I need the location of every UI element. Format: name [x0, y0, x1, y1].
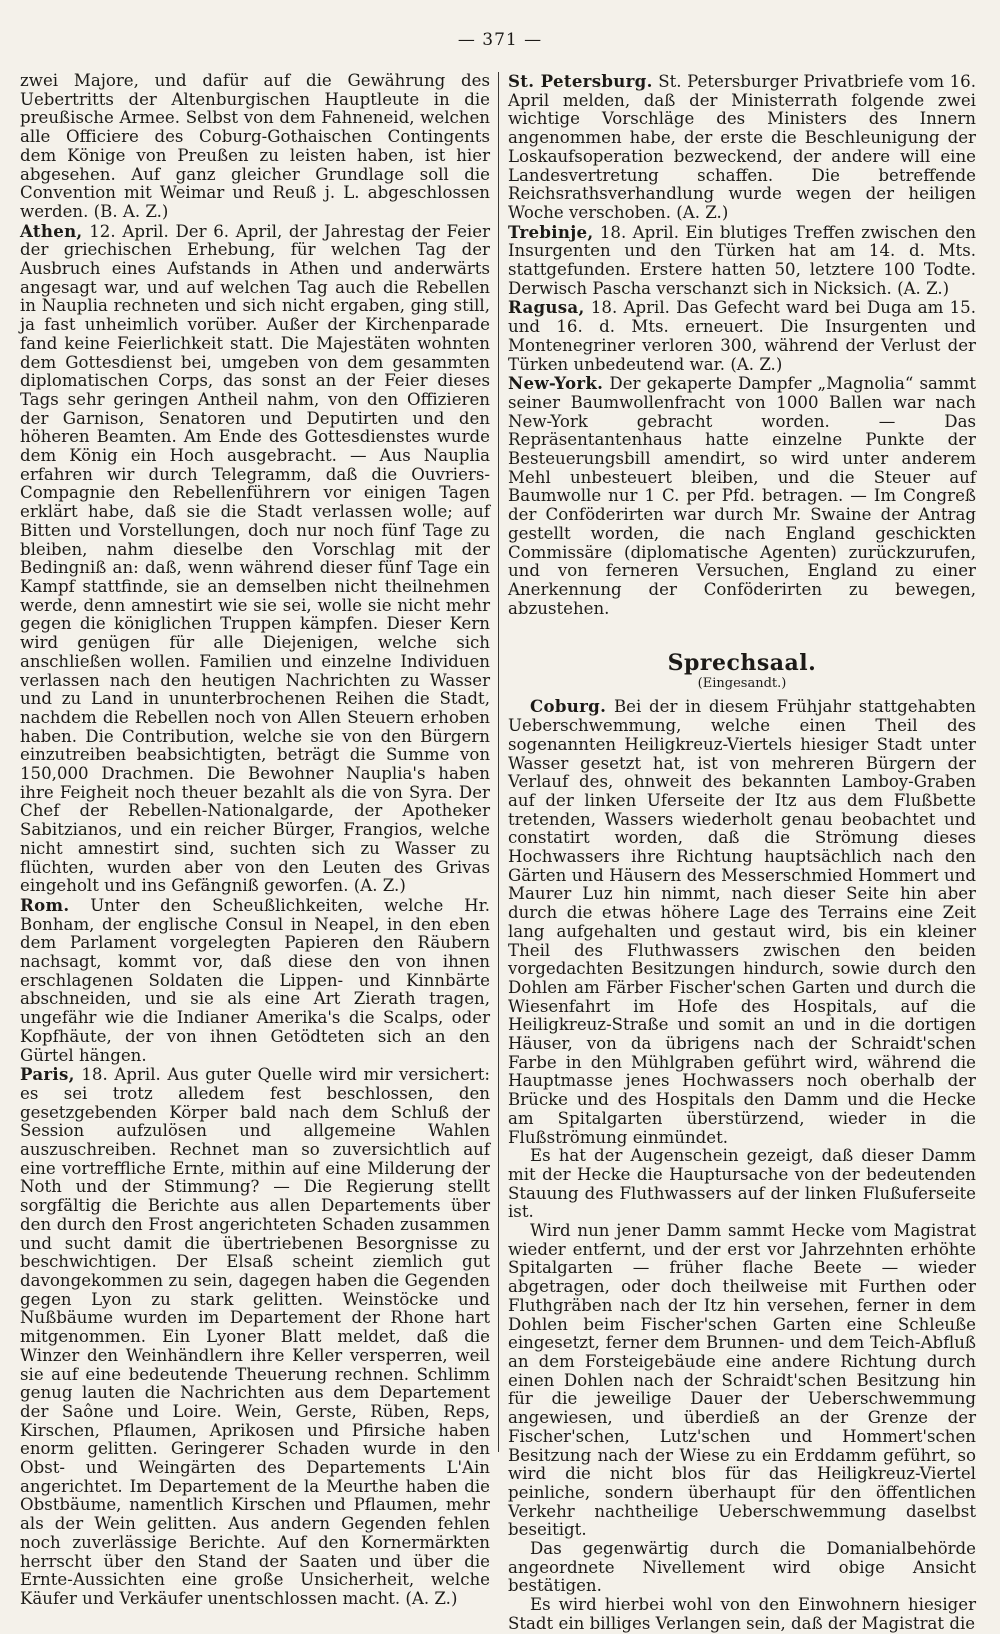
section-gap: [508, 618, 976, 644]
article-petersburg: [508, 72, 976, 223]
article-text: 18. April. Das Gefecht ward bei Duga am 15. und 16. d. Mts. erneuert. Die Insurgenten und Montenegriner verloren 300, während der Verlust der Türken unbedeutend war.: [508, 298, 976, 374]
sprechsaal-paragraph: Es wird hierbei wohl von den Einwohnern hiesiger Stadt ein billiges Verlangen sein, daß der Magistrat die: [508, 1595, 976, 1633]
article-place: Athen,: [20, 220, 83, 241]
article-athen: [20, 222, 490, 896]
article-place: Paris,: [20, 1064, 75, 1085]
article-new-york: [508, 374, 976, 618]
article-text: 18. April. Aus guter Quelle wird mir versichert: es sei trotz alledem fest beschlossen, den gesetzgebenden Körper bald nach dem Schluß der Session aufzulösen und allgemeine Wahlen auszuschreiben. Rechnet man so zuversichtlich auf eine vortreffliche Ernte, mithin auf eine Milderung der Noth und der Stimmung? — Die Regierung stellt sorgfältig die Berichte aus allen Departements über den durch den Frost angerichteten Schaden zusammen und sucht damit die übertriebenen Besorgnisse zu beschwichtigen. Der Elsaß scheint ziemlich gut davongekommen zu sein, dagegen haben die Gegenden gegen Lyon zu stark gelitten. Weinstöcke und Nußbäume wurden im Departement der Rhone hart mitgenommen. Ein Lyoner Blatt meldet, daß die Winzer den Weinhändlern ihre Keller versperren, weil sie auf eine bedeutende Theuerung rechnen. Schlimm genug lauten die Nachrichten aus dem Departement der Saône und Loire. Wein, Gerste, Rüben, Reps, Kirschen, Pflaumen, Aprikosen und Pfirsiche haben enorm gelitten. Geringerer Schaden wurde in den Obst- und Weingärten des Departements L'Ain angerichtet. Im Departement de la Meurthe haben die Obstbäume, namentlich Kirschen und Pflaumen, mehr als der Wein gelitten. Aus andern Gegenden fehlen noch zuverlässige Berichte. Auf den Kornermärkten herrscht über den Stand der Saaten und über die Ernte-Aussichten eine große Unsicherheit, welche Käufer und Verkäufer unentschlossen macht.: [20, 1065, 490, 1608]
article-place: Coburg.: [530, 696, 607, 717]
article-paris: [20, 1065, 490, 1608]
section-title: Sprechsaal.: [667, 650, 817, 677]
article-source: (A. Z.): [405, 1588, 458, 1608]
article-place: Rom.: [20, 894, 70, 915]
article-source: (A. Z.): [676, 202, 729, 222]
article-ragusa: [508, 298, 976, 374]
article-source: (B. A. Z.): [93, 201, 169, 221]
left-column: [20, 71, 490, 1608]
column-divider: [498, 72, 499, 1452]
article-text: zwei Majore, und dafür auf die Gewährung des Uebertritts der Altenburgischen Hauptleute in die preußische Armee. Selbst von dem Fahneneid, welchen alle Officiere des Coburg-Gothaischen Contingents dem Könige von Preußen zu leisten haben, ist hier abgesehen. Auf ganz gleicher Grundlage soll die Convention mit Weimar und Reuß j. L. abgeschlossen werden.: [20, 71, 490, 221]
sprechsaal-paragraph: Das gegenwärtig durch die Domanialbehörde angeordnete Nivellement wird obige Ansicht bestätigen.: [508, 1539, 976, 1596]
article-rom: [20, 896, 490, 1065]
article-text: Der gekaperte Dampfer „Magnolia“ sammt seiner Baumwollenfracht von 1000 Ballen war nach New-York gebracht worden. — Das Repräsentantenhaus hatte einzelne Punkte der Besteuerungsbill amendirt, so wird unter anderem Mehl unbesteuert bleiben, und die Steuer auf Baumwolle nur 1 C. per Pfd. betragen. — Im Congreß der Conföderirten war durch Mr. Swaine der Antrag gestellt worden, die nach England geschickten Commissäre (diplomatische Agenten) zurückzurufen, und von ferneren Versuchen, England zu einer Anerkennung der Conföderirten zu bewegen, abzustehen.: [508, 374, 976, 618]
sprechsaal-paragraph: Es hat der Augenschein gezeigt, daß dieser Damm mit der Hecke die Hauptursache von der bedeutenden Stauung des Fluthwassers auf der linken Flußuferseite ist.: [508, 1146, 976, 1222]
article-source: (A. Z.): [730, 354, 783, 374]
article-place: St. Petersburg.: [508, 71, 653, 91]
article-place: Ragusa,: [508, 297, 585, 318]
sprechsaal-paragraph: Wird nun jener Damm sammt Hecke vom Magistrat wieder entfernt, und der erst vor Jahrzehnten erhöhte Spitalgarten — früher flache Beete — wieder abgetragen, oder doch theilweise mit Furthen oder Fluthgräben nach der Itz hin versehen, ferner in dem Dohlen beim Fischer'schen Garten eine Schleuße eingesetzt, ferner dem Brunnen- und dem Teich-Abfluß an dem Forsteigebäude eine andere Richtung durch einen Dohlen nach der Schraidt'schen Besitzung hin für die jeweilige Dauer der Ueberschwemmung angewiesen, und überdieß an der Grenze der Fischer'schen, Lutz'schen und Hommert'schen Besitzung nach der Wiese zu ein Erddamm geführt, so wird die nicht blos für das Heiligkreuz-Viertel peinliche, sondern überhaupt für den öffentlichen Verkehr nachtheilige Ueberschwemmung daselbst beseitigt.: [508, 1221, 976, 1540]
article-text: 12. April. Der 6. April, der Jahrestag der Feier der griechischen Erhebung, für welchen Tag der Ausbruch eines Aufstands in Athen und anderwärts angesagt war, und auf welchen Tag auch die Rebellen in Nauplia rechneten und sich nicht ergaben, ging still, ja fast unheimlich vorüber. Außer der Kirchenparade fand keine Feierlichkeit statt. Die Majestäten wohnten dem Gottesdienst bei, umgeben von dem gesammten diplomatischen Corps, das sonst an der Feier dieses Tags sehr geringen Antheil nahm, von den Offizieren der Garnison, Senatoren und Deputirten und den höheren Beamten. Am Ende des Gottesdienstes wurde dem König ein Hoch ausgebracht. — Aus Nauplia erfahren wir durch Telegramm, daß die Ouvriers-Compagnie den Rebellenführern vor einigen Tagen erklärt habe, daß sie die Stadt verlassen wolle; auf Bitten und Vorstellungen, doch nur noch fünf Tage zu bleiben, nahm dieselbe den Vorschlag mit der Bedingniß an: daß, wenn während dieser fünf Tage ein Kampf stattfinde, sie an demselben nicht theilnehmen werde, denn amnestirt wie sie sei, wolle sie nicht mehr gegen die königlichen Truppen kämpfen. Dieser Kern wird genügen für alle Diejenigen, welche sich anschließen wollen. Familien und einzelne Individuen verlassen nach den heutigen Nachrichten zu Wasser und zu Land in ununterbrochenen Reihen die Stadt, nachdem die Rebellen noch von Allen Steuern erhoben haben. Die Contribution, welche sie von den Bürgern einzutreiben beabsichtigten, beträgt die Summe von 150,000 Drachmen. Die Bewohner Nauplia's haben ihre Feigheit noch theuer bezahlt als die von Syra. Der Chef der Rebellen-Nationalgarde, der Apotheker Sabitzianos, und ein reicher Bürger, Frangios, welche nicht amnestirt sind, suchten sich zu Wasser zu flüchten, wurden aber von den Leuten des Grivas eingeholt und ins Gefängniß geworfen.: [20, 221, 490, 896]
article-text: Bei der in diesem Frühjahr stattgehabten Ueberschwemmung, welche einen Theil des sogenannten Heiligkreuz-Viertels hiesiger Stadt unter Wasser gesetzt hat, ist von mehreren Bürgern der Verlauf des, ohnweit des bekannten Lamboy-Graben auf der linken Uferseite der Itz aus dem Flußbette tretenden, Wassers wiederholt genau beobachtet und constatirt worden, daß die Strömung dieses Hochwassers ihre Richtung hauptsächlich nach den Gärten und Häusern des Messerschmied Hommert und Maurer Luz hin nimmt, nach dieser Seite hin aber durch die etwas höhere Lage des Terrains eine Zeit lang aufgehalten und gestaut wird, bis ein kleiner Theil des Fluthwassers zwischen den beiden vorgedachten Besitzungen hindurch, sowie durch den Dohlen am Färber Fischer'schen Garten und durch die Wiesenfahrt im Hofe des Hospitals, auf die Heiligkreuz-Straße und somit an und in die dortigen Häuser, von da übrigens nach der Schraidt'schen Farbe in den Mühlgraben geführt wird, während die Hauptmasse jenes Hochwassers noch oberhalb der Brücke und des Hospitals den Damm und die Hecke am Spitalgarten überstürzend, wieder in die Flußströmung einmündet.: [508, 697, 976, 1147]
article-place: New-York.: [508, 373, 604, 394]
article-source: (A. Z.): [897, 278, 950, 298]
article-text: St. Petersburger Privatbriefe vom 16. April melden, daß der Ministerrath folgende zwei wichtige Vorschläge des Ministers des Innern angenommen habe, der erste die Beschleunigung der Loskaufsoperation bezweckend, der andere will eine Landesvertretung schaffen. Die betreffende Reichsrathsverhandlung wurde wegen der heiligen Woche verschoben.: [508, 72, 977, 222]
sprechsaal-paragraph: [508, 697, 976, 1147]
article-text: 18. April. Ein blutiges Treffen zwischen den Insurgenten und den Türken hat am 14. d. Mts. stattgefunden. Erstere hatten 50, letztere 100 Todte. Derwisch Pascha verschanzt sich in Nicksich.: [508, 222, 977, 298]
right-column: [508, 71, 977, 1633]
article-trebinje: [508, 223, 976, 299]
article-text: Unter den Scheußlichkeiten, welche Hr. Bonham, der englische Consul in Neapel, in den eben dem Parlament vorgelegten Papieren den Räubern nachsagt, kommt vor, daß diese den von ihnen erschlagenen Soldaten die Lippen- und Kinnbärte abschneiden, und sie als eine Art Zierath tragen, ungefähr wie die Indianer Amerika's die Scalps, oder Kopfhäute, der von ihnen Getödteten sich an den Gürtel hängen.: [20, 895, 490, 1065]
page-number: — 371 —: [457, 30, 543, 50]
article-place: Trebinje,: [508, 221, 594, 242]
article-source: (A. Z.): [353, 876, 406, 896]
article-left-0: [20, 72, 490, 222]
section-subtitle: (Eingesandt.): [697, 676, 787, 692]
